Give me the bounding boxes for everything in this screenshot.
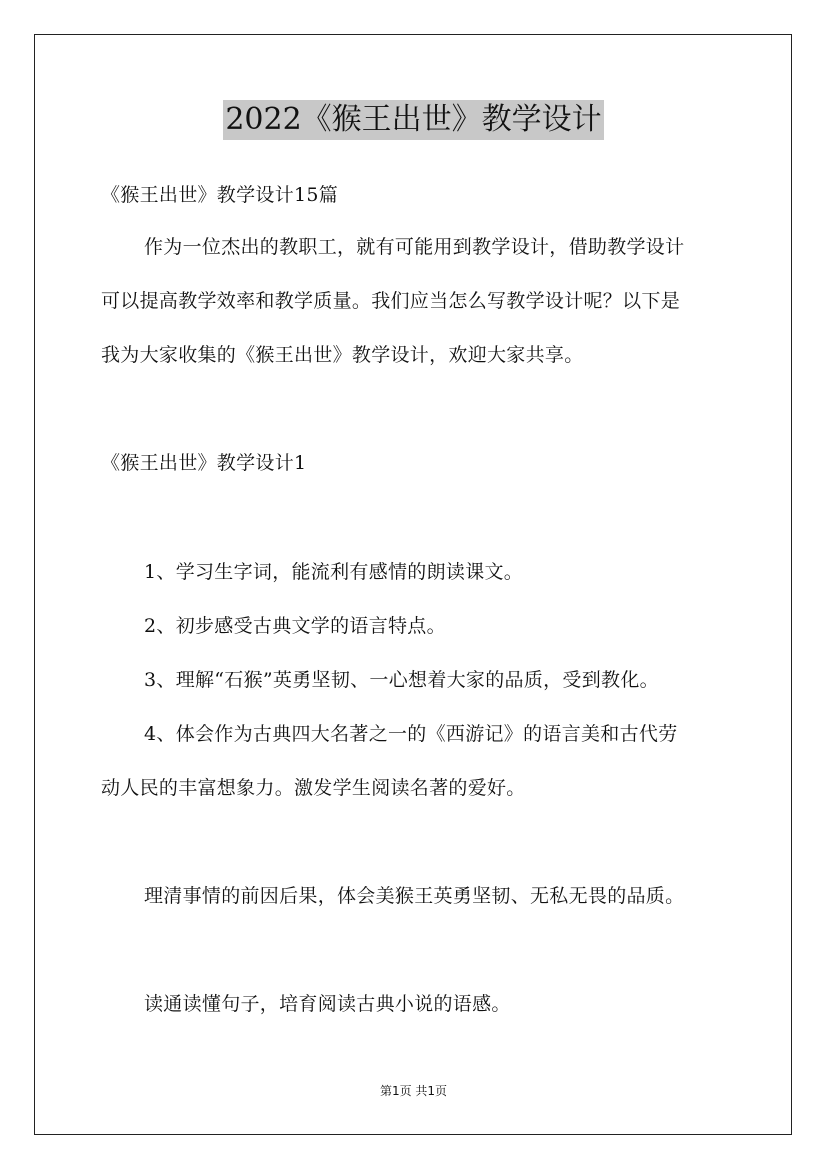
document-subtitle: 《猴王出世》教学设计15篇 — [101, 184, 339, 206]
difficulty-point: 读通读懂句子，培育阅读古典小说的语感。 — [144, 993, 511, 1015]
goal-item-3: 3、理解“石猴”英勇坚韧、一心想着大家的品质，受到教化。 — [144, 669, 659, 691]
goal-item-4: 4、体会作为古典四大名著之一的《西游记》的语言美和古代劳 — [144, 723, 678, 745]
title-container — [0, 100, 827, 140]
page-number: 第1页 共1页 — [379, 1084, 448, 1098]
intro-line-2: 可以提高教学效率和教学质量。我们应当怎么写教学设计呢？以下是 — [101, 290, 681, 312]
goal-item-4-continued: 动人民的丰富想象力。激发学生阅读名著的爱好。 — [101, 777, 526, 799]
page-footer — [0, 1083, 827, 1099]
section-heading: 《猴王出世》教学设计1 — [101, 452, 307, 474]
goal-item-1: 1、学习生字词，能流利有感情的朗读课文。 — [144, 561, 524, 583]
goal-item-2: 2、初步感受古典文学的语言特点。 — [144, 615, 446, 637]
document-title: 2022《猴王出世》教学设计 — [223, 100, 603, 140]
intro-line-1: 作为一位杰出的教职工，就有可能用到教学设计，借助教学设计 — [144, 236, 685, 258]
intro-line-3: 我为大家收集的《猴王出世》教学设计，欢迎大家共享。 — [101, 344, 584, 366]
key-point: 理清事情的前因后果，体会美猴王英勇坚韧、无私无畏的品质。 — [144, 885, 685, 907]
